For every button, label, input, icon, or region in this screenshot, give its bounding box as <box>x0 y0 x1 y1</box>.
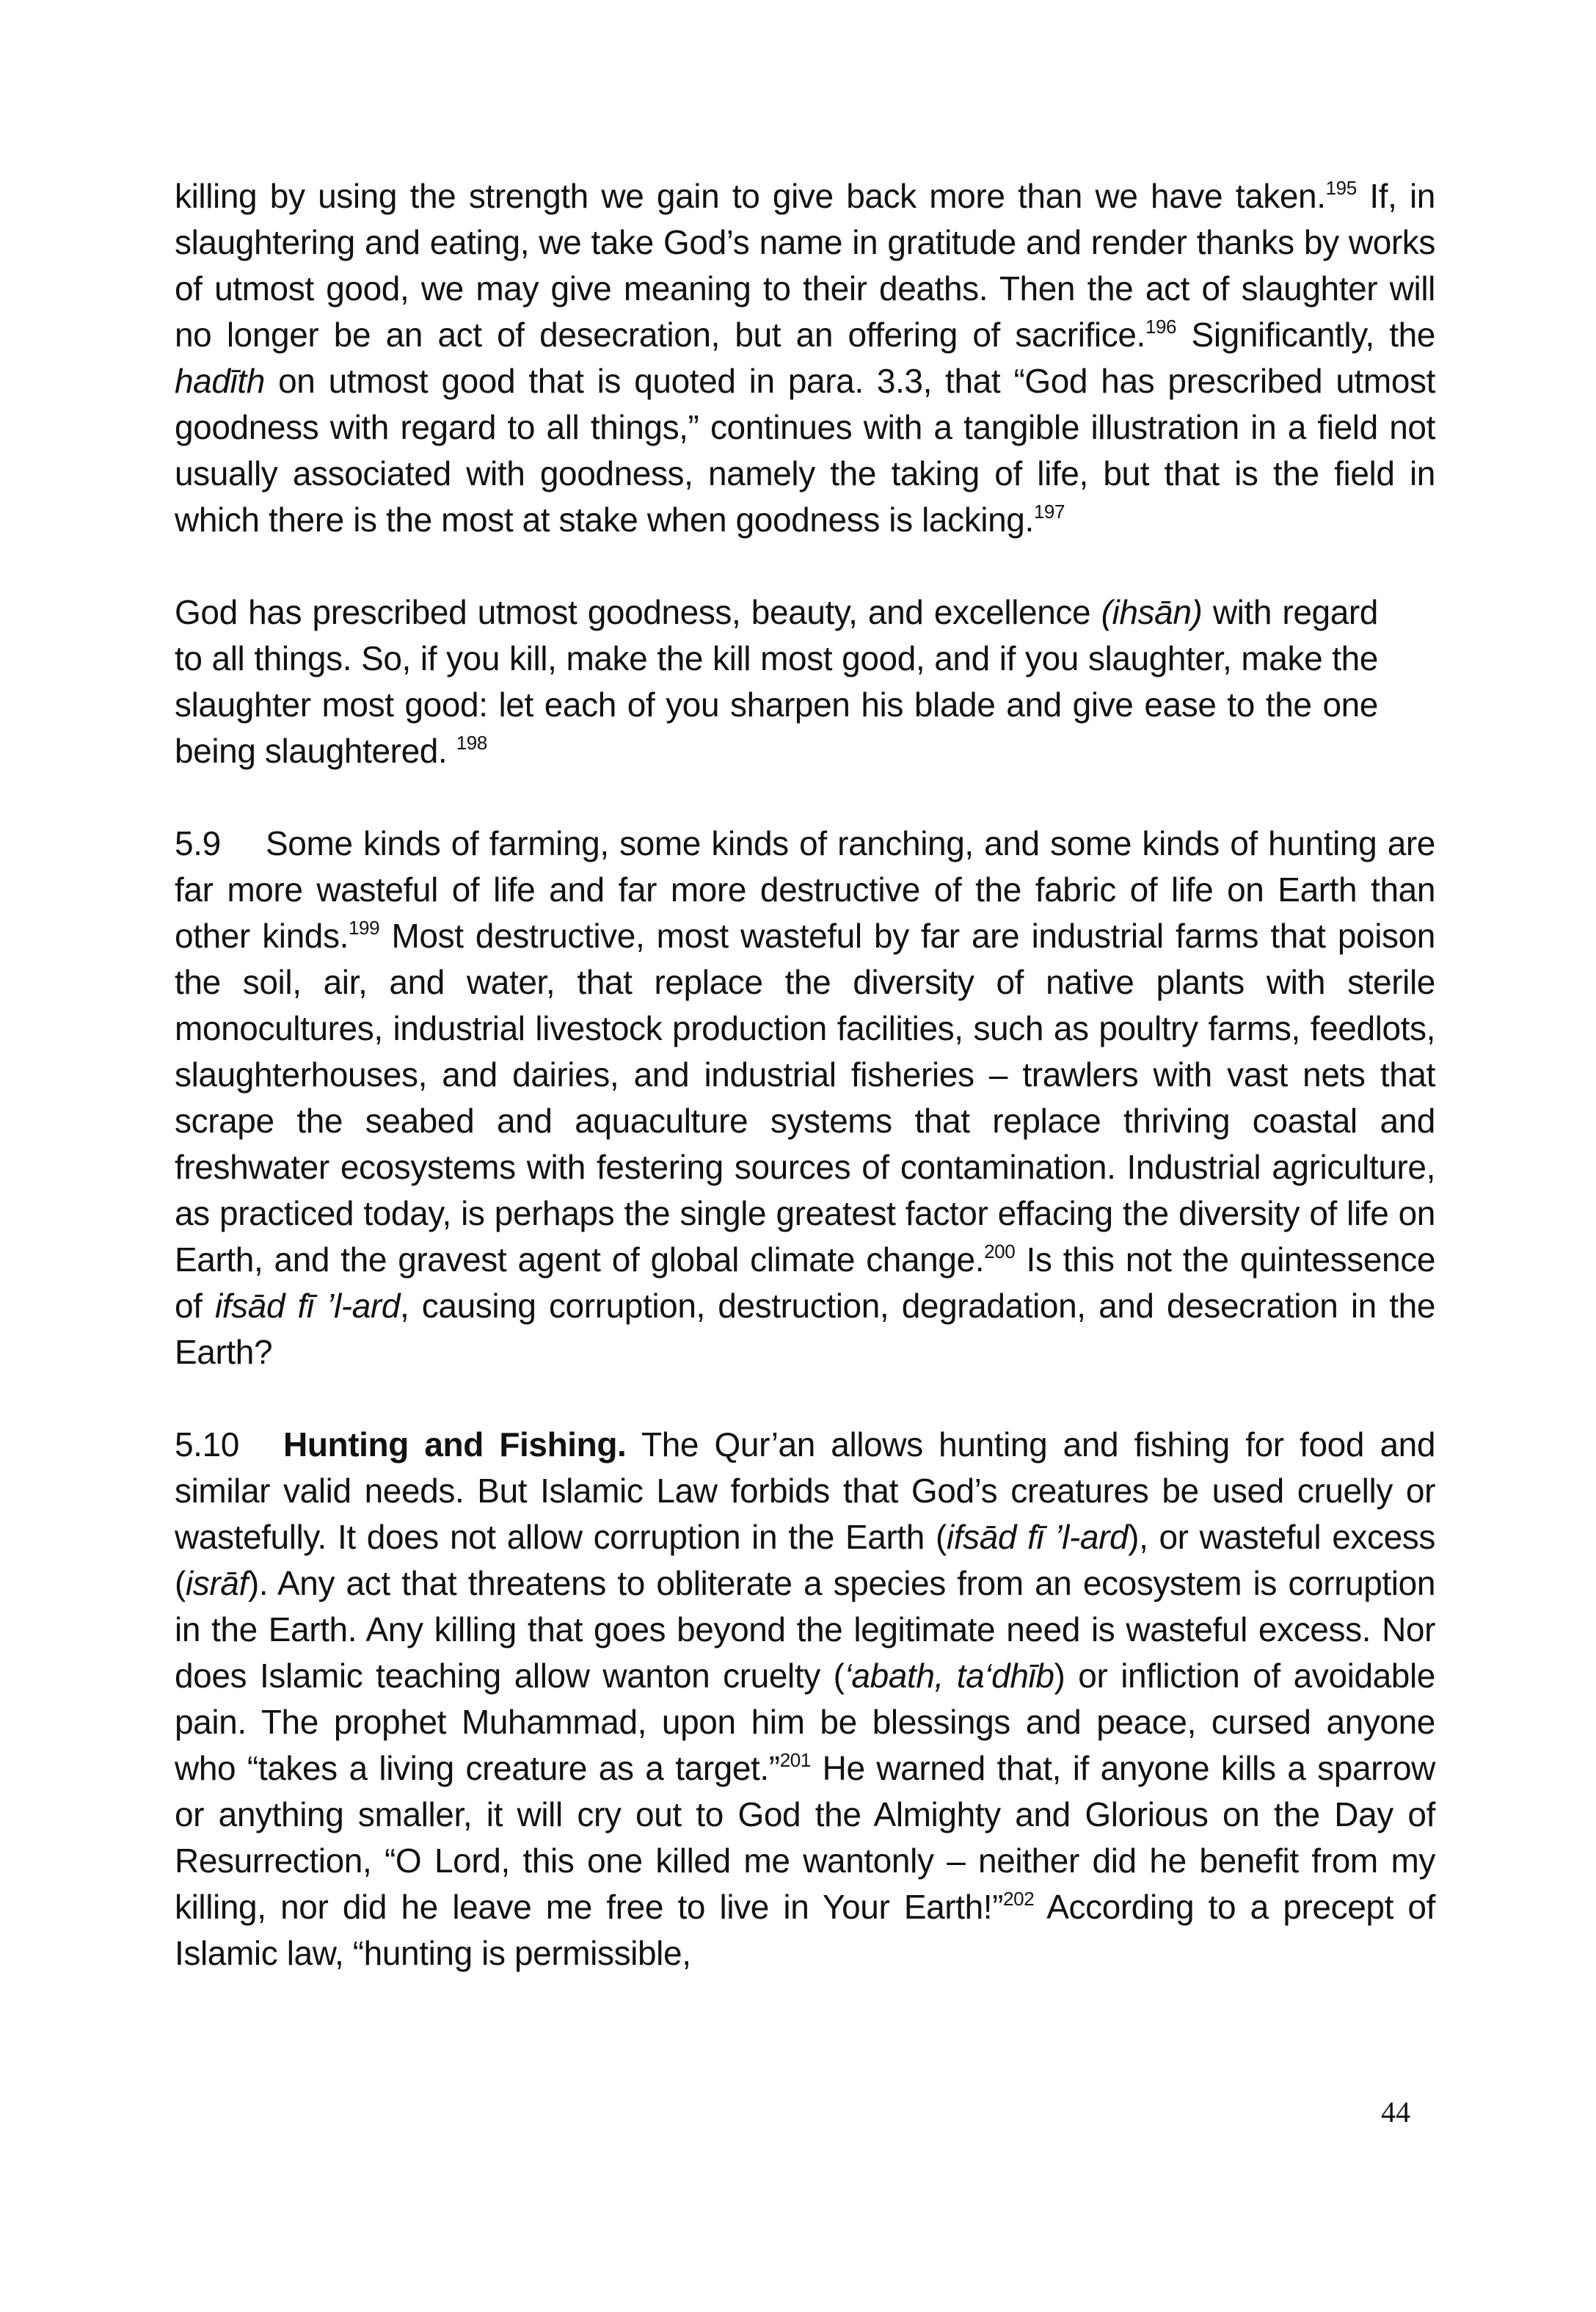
text: Significantly, the <box>1176 316 1435 354</box>
term-israf: isrāf <box>185 1564 248 1602</box>
text: Is this not the quintessence of <box>175 1240 1436 1325</box>
paragraph-number: 5.9 <box>175 824 221 862</box>
text: If, in slaughtering and eating, we take God’s name in gratitude and render thanks by works of utmost good, we may give meaning to their deaths. Then the act of slaughter will no longer be an act of desecration, but an offering of sacrifice. <box>175 177 1435 354</box>
text: ), or wasteful excess ( <box>175 1518 1435 1602</box>
footnote-ref-196[interactable]: 196 <box>1145 316 1177 338</box>
text: with regard to all things. So, if you kill, make the kill most good, and if you slaughter, make the slaughter most good: let each of you sharpen his blade and give ease to the one being slaughtered. <box>175 593 1378 770</box>
footnote-ref-201[interactable]: 201 <box>779 1749 811 1771</box>
footnote-ref-202[interactable]: 202 <box>1003 1888 1035 1910</box>
text: According to a precept of Islamic law, “hunting is permissible, <box>175 1888 1435 1972</box>
paragraph-5-9 <box>175 821 1435 1375</box>
term-hadith: hadīth <box>175 362 265 400</box>
footnote-ref-197[interactable]: 197 <box>1033 501 1065 523</box>
footnote-ref-195[interactable]: 195 <box>1325 177 1357 199</box>
text: on utmost good that is quoted in para. 3.3, that “God has prescribed utmost goodness with regard to all things,” continues with a tangible illustration in a field not usually associated with goodness, namely the taking of life, but that is the field in which there is the most at stake when goodness is lacking. <box>175 362 1435 539</box>
block-quote <box>175 589 1378 774</box>
text: Some kinds of farming, some kinds of ranching, and some kinds of hunting are far more wasteful of life and far more destructive of the fabric of life on Earth than other kinds. <box>175 824 1435 955</box>
text: The Qur’an allows hunting and fishing for food and similar valid needs. But Islamic Law forbids that God’s creatures be used cruelly or wastefully. It does not allow corruption in the Earth ( <box>175 1425 1436 1556</box>
text: killing by using the strength we gain to give back more than we have taken. <box>175 177 1326 215</box>
text: ) or infliction of avoidable pain. The prophet Muhammad, upon him be blessings and peace, cursed anyone who “takes a living creature as a target.” <box>175 1657 1435 1787</box>
text: , causing corruption, destruction, degradation, and desecration in the Earth? <box>175 1287 1435 1371</box>
text: God has prescribed utmost goodness, beauty, and excellence <box>175 593 1101 631</box>
footnote-ref-200[interactable]: 200 <box>984 1240 1016 1262</box>
term-ifsad: ifsād fī ’l-ard <box>214 1287 401 1325</box>
section-heading: Hunting and Fishing. <box>283 1425 627 1464</box>
term-ifsad: ifsād fī ’l-ard <box>946 1518 1129 1556</box>
footnote-ref-198[interactable]: 198 <box>456 732 487 754</box>
paragraph-continuation <box>175 173 1435 543</box>
document-page <box>175 173 1435 1977</box>
paragraph-number: 5.10 <box>175 1425 239 1464</box>
text: He warned that, if anyone kills a sparrow or anything smaller, it will cry out to God the Almighty and Glorious on the Day of Resurrection, “O Lord, this one killed me wantonly – neither did he benefit from my killing, nor did he leave me free to live in Your Earth!” <box>175 1749 1435 1926</box>
term-ihsan: (ihsān) <box>1101 593 1203 631</box>
footnote-ref-199[interactable]: 199 <box>348 917 380 939</box>
paragraph-5-10 <box>175 1422 1435 1977</box>
text: Most destructive, most wasteful by far are industrial farms that poison the soil, air, and water, that replace the diversity of native plants with sterile monocultures, industrial livestock production facilities, such as poultry farms, feedlots, slaughterhouses, and dairies, and industrial fisheries – trawlers with vast nets that scrape the seabed and aquaculture systems that replace thriving coastal and freshwater ecosystems with festering sources of contamination. Industrial agriculture, as practiced today, is perhaps the single greatest factor effacing the diversity of life on Earth, and the gravest agent of global climate change. <box>175 917 1435 1279</box>
text: ). Any act that threatens to obliterate a species from an ecosystem is corruption in the Earth. Any killing that goes beyond the legitimate need is wasteful excess. Nor does Islamic teaching allow wanton cruelty ( <box>175 1564 1435 1695</box>
page-number: 44 <box>1381 2095 1410 2129</box>
term-abath: ‘abath, ta‘dhīb <box>844 1657 1054 1695</box>
